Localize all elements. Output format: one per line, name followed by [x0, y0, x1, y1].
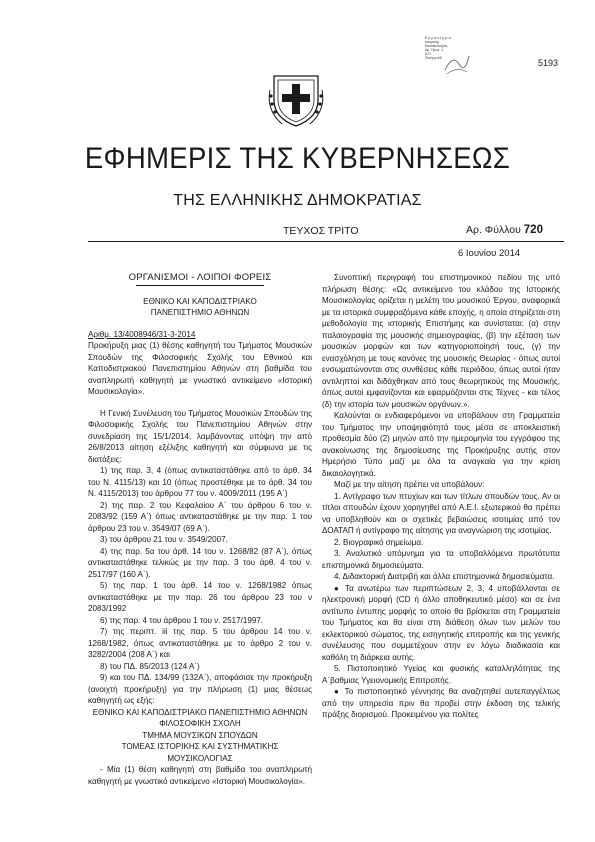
paragraph: 4. Διδακτορική Διατριβή και άλλα επιστημονικά δημοσιεύματα.: [334, 572, 555, 581]
paragraph: 5. Πιστοποιητικό Υγείας και φυσικής καταλληλότητας της Α΄βαθμιας Υγειονομικής Επιτροπής.: [322, 664, 560, 685]
paragraph: 4) της παρ. 5α του άρθ. 14 του ν. 1268/82 (87 Α΄), όπως αντικαταστάθηκε τελικώς με την παρ. 3 του άρθ. 4 του ν. 2517/97 (160 Α΄).: [88, 546, 312, 579]
heading-line: ΦΙΛΟΣΟΦΙΚΗ ΣΧΟΛΗ: [159, 719, 241, 728]
paragraph: 7) της περιπτ. iii της παρ. 5 του άρθρου 14 του ν. 1268/1982, όπως αντικαταστάθηκε με το άρθρο 2 του ν. 3282/2004 (208 Α΄) και: [88, 627, 312, 659]
section-title: ΟΡΓΑΝΙΣΜΟΙ - ΛΟΙΠΟΙ ΦΟΡΕΙΣ: [128, 272, 272, 283]
left-column: [88, 272, 312, 787]
publisher-metadata-block: [425, 36, 467, 60]
meta-line: Μουσικολογίας: [425, 44, 448, 48]
meta-line: Παν/μιο Αθ.: [425, 56, 443, 60]
organization-name: ΕΘΝΙΚΟ ΚΑΙ ΚΑΠΟΔΙΣΤΡΙΑΚΟ: [143, 296, 257, 306]
paragraph: 8) του ΠΔ. 85/2013 (124 Α΄): [100, 661, 200, 671]
paragraph: ● Τα ανωτέρω των περιπτώσεων 2, 3, 4 υποβάλλονται σε ηλεκτρονική μορφή (CD ή άλλο αποθηκευτικό μέσο) και σε ένα αντίτυπο έντυπης μορφής το οποίο θα βρίσκεται στη Γραμματεία του Τμήματος και θα είναι στη διάθεση όλων των μελών του εκλεκτορικού σώματος, της εισηγητικής επιτροπής και της γενικής συνέλευσης που συμμετέχουν στην εν λόγω διαδικασία και καθόλη τη διάρκεια αυτής.: [322, 583, 560, 662]
gazette-title: ΕΦΗΜΕΡΙΣ ΤΗΣ ΚΥΒΕΡΝΗΣΕΩΣ: [84, 142, 511, 175]
heading-line: ΕΘΝΙΚΟ ΚΑΙ ΚΑΠΟΔΙΣΤΡΙΑΚΟ ΠΑΝΕΠΙΣΤΗΜΙΟ ΑΘΗΝΩΝ: [92, 707, 308, 717]
right-column: [322, 272, 560, 721]
meta-line: Ε ρ γ α σ τ ή ρ ι ο: [425, 36, 452, 40]
paragraph: 3. Αναλυτικό υπόμνημα για τα υποβαλλόμενα πρωτότυπα επιστημονικά δημοσιεύματα.: [322, 549, 560, 570]
header-divider: [88, 241, 564, 242]
heading-line: ΤΟΜΕΑΣ ΙΣΤΟΡΙΚΗΣ ΚΑΙ ΣΥΣΤΗΜΑΤΙΚΗΣ ΜΟΥΣΙΚΟΛΟΓΙΑΣ: [121, 742, 279, 763]
meta-line: Ιστορικής: [425, 40, 440, 44]
issue-series: ΤΕΥΧΟΣ ΤΡΙΤΟ: [283, 225, 359, 237]
issue-date: 6 Ιουνίου 2014: [458, 248, 521, 259]
decision-reference: Αριθμ. 13/4008946/31-3-2014: [88, 329, 196, 339]
paragraph: 9) και του ΠΔ. 134/99 (132Α΄), αποφάσισε την προκήρυξη (ανοιχτή προκήρυξη) για την πλήρωση (1) μιας θέσεως καθηγητή ως εξής:: [88, 673, 312, 705]
paragraph: Μαζί με την αίτηση πρέπει να υποβάλουν:: [334, 480, 485, 489]
paragraph: Η Γενική Συνέλευση του Τμήματος Μουσικών Σπουδών της Φιλοσοφικής Σχολής του Πανεπιστημίου Αθηνών στην συνεδρίαση της 15/1/2014, λαμβάνοντας υπόψη την από 26/8/2013 αίτηση εξέλιξης καθηγητή και σύμφωνα με τις διατάξεις:: [88, 408, 312, 464]
paragraph: Συνοπτική περιγραφή του επιστημονικού πεδίου της υπό πλήρωση θέσης: «Ως αντικείμενο του κλάδου της Ιστορικής Μουσικολογίας ορίζεται η μελέτη του μουσικού Έργου, αναφορικά με τα ιστορικά συμφραζόμενα κάθε εποχής, η οποία στηρίζεται στη μεθοδολογία της ιστορικής Επιστήμης και συνίσταται: (α) στην παλαιογραφία της μουσικής σημειογραφίας, (β) την εξέταση των μουσικών μορφών και των κατηγοριοποίησή τους, (γ) την ενασχόληση με τους κανόνες της μουσικής Θεωρίας - όπως αυτοί ενσωματώνονται στις συνθέσεις κάθε περιόδου, όπως αυτοί ήταν αντιληπτοί και διδάχθηκαν από τους θεωρητικούς της Μουσικής, όπως αυτοί εμφανίζονται και εφαρμόζονται στις Τέχνες - και τέλος (δ) την ιστορία των μουσικών οργάνων.».: [322, 273, 560, 409]
decision-summary: Προκήρυξη μιας (1) θέσης καθηγητή του Τμήματος Μουσικών Σπουδών της Φιλοσοφικής Σχολής του Εθνικού και Καποδιστριακού Πανεπιστημίου Αθηνών στη βαθμίδα του αναπληρωτή καθηγητή με γνωστικό αντικείμενο «Ιστορική Μουσικολογία».: [88, 341, 312, 396]
paragraph: 1) της παρ. 3, 4 (όπως αντικαταστάθηκε από το άρθ. 34 του Ν. 4115/13) και 10 (όπως προστέθηκε με το άρθ. 34 του Ν. 4115/2013) του άρθρου 77 του ν. 4009/2011 (195 Α΄): [88, 466, 312, 498]
paragraph: ● Το πιστοποιητικό γέννησης θα αναζητηθεί αυτεπαγγέλτως από την υπηρεσία πριν θα προβεί στην έκδοση της τελικής πράξης διορισμού. Προκειμένου για πολίτες: [322, 687, 560, 719]
paragraph: Καλούνται οι ενδιαφερόμενοι να υποβάλουν στη Γραμματεία του Τμήματος την υποψηφιότητά τους μέσα σε αποκλειστική προθεσμία δύο (2) μηνών από την ημερομηνία του εγγράφου της ανακοίνωσης της δημοσίευσης της Προκήρυξης αυτής στον Ημερήσιο Τύπο μαζί με όλα τα αναγκαία για την κρίση δικαιολογητικά.: [322, 411, 560, 478]
section-underline: [136, 285, 264, 286]
paragraph: 3) του άρθρου 21 του ν. 3549/2007.: [100, 535, 228, 544]
paragraph: 2. Βιογραφικό σημείωμα.: [334, 537, 424, 547]
paragraph: - Μία (1) θέση καθηγητή στη βαθμίδα του αναπληρωτή καθηγητή με γνωστικό αντικείμενο «Ιστορική Μουσικολογία».: [88, 765, 312, 786]
heading-line: ΤΜΗΜΑ ΜΟΥΣΙΚΩΝ ΣΠΟΥΔΩΝ: [142, 730, 258, 740]
signature-stroke-icon: [443, 50, 471, 76]
sheet-number-label: Αρ. Φύλλου: [466, 224, 521, 236]
sheet-number-value: 720: [523, 224, 543, 236]
page-number: 5193: [538, 58, 559, 68]
paragraph: 2) της παρ. 2 του Κεφαλαίου Α΄ του άρθρου 6 του ν. 2083/92 (159 Α΄) όπως αντικαταστάθηκε με την παρ. 1 του άρθρου 23 του ν. 3549/07 (69 Α΄).: [88, 500, 312, 533]
meta-line: Α.Π.: [425, 52, 432, 56]
gazette-subtitle: ΤΗΣ ΕΛΛΗΝΙΚΗΣ ΔΗΜΟΚΡΑΤΙΑΣ: [173, 192, 422, 209]
sheet-number: [466, 224, 543, 236]
paragraph: 5) της παρ. 1 του άρθ. 14 του ν. 1268/1982 όπως αντικαταστάθηκε με την παρ. 26 του άρθρου 23 του ν 2083/1992: [88, 581, 312, 613]
organization-name: ΠΑΝΕΠΙΣΤΗΜΙΟ ΑΘΗΝΩΝ: [150, 308, 250, 317]
paragraph: 6) της παρ. 4 του άρθρου 1 του ν. 2517/1997.: [100, 615, 264, 625]
hellenic-coat-of-arms-icon: [268, 70, 324, 128]
meta-line: Αρ. Πρωτ. 1: [425, 48, 444, 52]
paragraph: 1. Αντίγραφο των πτυχίων και των τίτλων σπουδών τους. Αν οι τίτλοι σπουδών έχουν χορηγηθεί από Α.Ε.Ι. εξωτερικού θα πρέπει να υποβληθούν και οι σχετικές βεβαιώσεις ισοτιμίας από τον ΔΟΑΤΑΠ ή αντίγραφο της αίτησης για αναγνώριση της ισοτιμίας.: [322, 491, 560, 535]
